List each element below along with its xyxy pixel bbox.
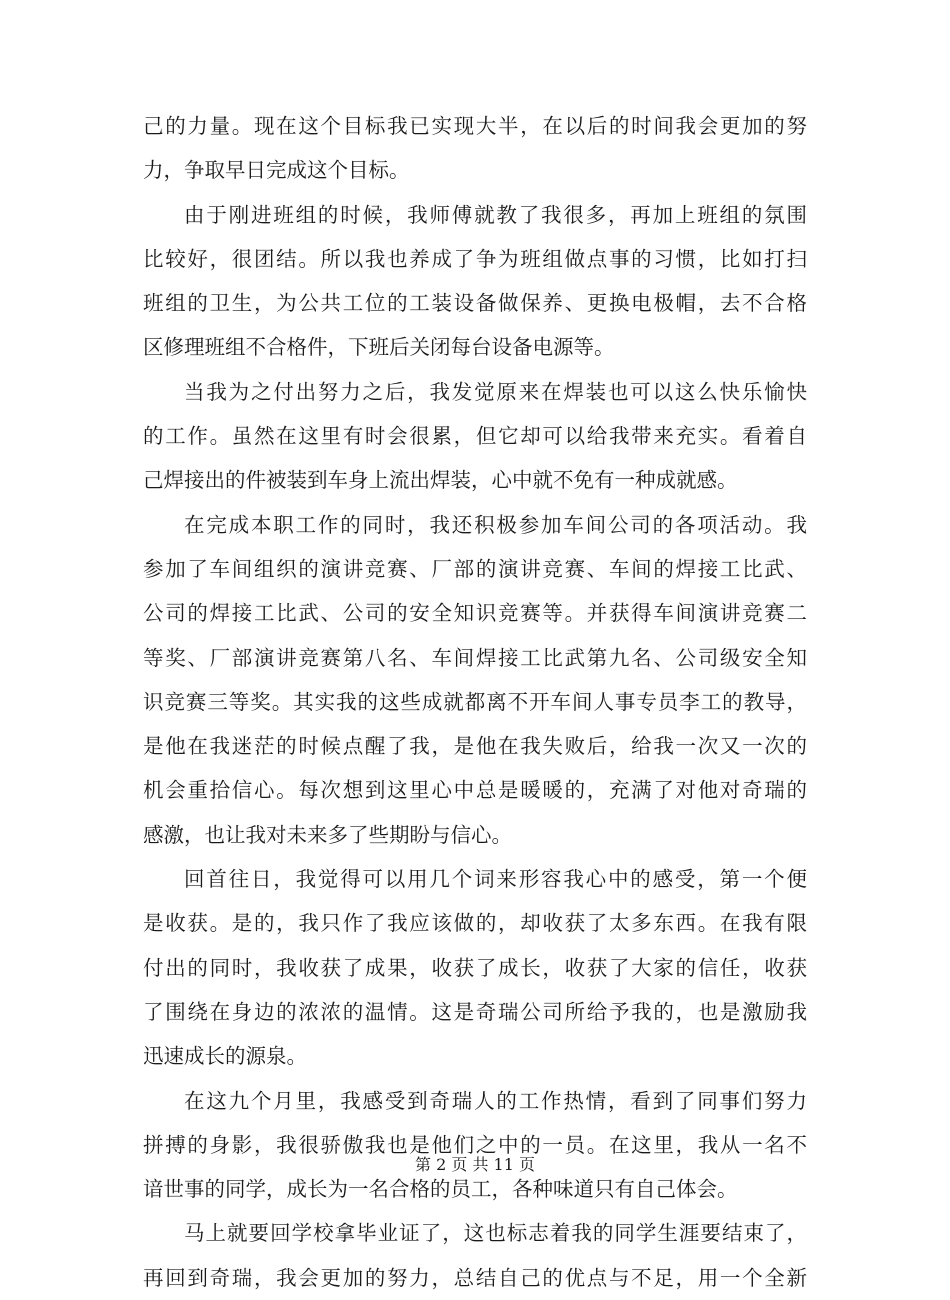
text-line: 力，争取早日完成这个目标。: [143, 158, 410, 183]
text-line: 区修理班组不合格件，下班后关闭每台设备电源等。: [143, 335, 615, 360]
text-line: 等奖、厂部演讲竞赛第八名、车间焊接工比武第九名、公司级安全知: [143, 645, 807, 670]
document-body: [143, 104, 807, 1300]
text-line: 马上就要回学校拿毕业证了，这也标志着我的同学生涯要结束了，: [184, 1221, 807, 1246]
text-line: 是他在我迷茫的时候点醒了我，是他在我失败后，给我一次又一次的: [143, 734, 807, 759]
text-line: 比较好，很团结。所以我也养成了争为班组做点事的习惯，比如打扫: [143, 246, 807, 271]
text-line: 迅速成长的源泉。: [143, 1044, 307, 1069]
text-line: 付出的同时，我收获了成果，收获了成长，收获了大家的信任，收获: [143, 955, 807, 980]
text-line: 当我为之付出努力之后，我发觉原来在焊装也可以这么快乐愉快: [184, 379, 807, 404]
text-line: 回首往日，我觉得可以用几个词来形容我心中的感受，第一个便: [184, 867, 807, 892]
text-line: 公司的焊接工比武、公司的安全知识竞赛等。并获得车间演讲竞赛二: [143, 601, 807, 626]
text-line: 己焊接出的件被装到车身上流出焊装，心中就不免有一种成就感。: [143, 468, 738, 493]
text-line: 班组的卫生，为公共工位的工装设备做保养、更换电极帽，去不合格: [143, 291, 807, 316]
text-line: 是收获。是的，我只作了我应该做的，却收获了太多东西。在我有限: [143, 911, 807, 936]
text-line: 谙世事的同学，成长为一名合格的员工，各种味道只有自己体会。: [143, 1177, 738, 1202]
text-line: 拼搏的身影，我很骄傲我也是他们之中的一员。在这里，我从一名不: [143, 1132, 807, 1157]
text-line: 参加了车间组织的演讲竞赛、厂部的演讲竞赛、车间的焊接工比武、: [143, 556, 807, 581]
text-line: 了围绕在身边的浓浓的温情。这是奇瑞公司所给予我的，也是激励我: [143, 999, 807, 1024]
text-line: 感激，也让我对未来多了些期盼与信心。: [143, 822, 512, 847]
text-line: 识竞赛三等奖。其实我的这些成就都离不开车间人事专员李工的教导，: [143, 689, 807, 714]
text-line: 机会重拾信心。每次想到这里心中总是暖暖的，充满了对他对奇瑞的: [143, 778, 807, 803]
text-line: 己的力量。现在这个目标我已实现大半，在以后的时间我会更加的努: [143, 114, 807, 138]
text-line: 的工作。虽然在这里有时会很累，但它却可以给我带来充实。看着自: [143, 424, 807, 449]
page-footer: 第 2 页 共 11 页: [415, 1155, 535, 1174]
text-line: 在完成本职工作的同时，我还积极参加车间公司的各项活动。我: [184, 512, 807, 537]
text-line: 由于刚进班组的时候，我师傅就教了我很多，再加上班组的氛围: [184, 202, 807, 227]
text-line: 再回到奇瑞，我会更加的努力，总结自己的优点与不足，用一个全新: [143, 1265, 807, 1290]
text-line: 在这九个月里，我感受到奇瑞人的工作热情，看到了同事们努力: [184, 1088, 807, 1113]
